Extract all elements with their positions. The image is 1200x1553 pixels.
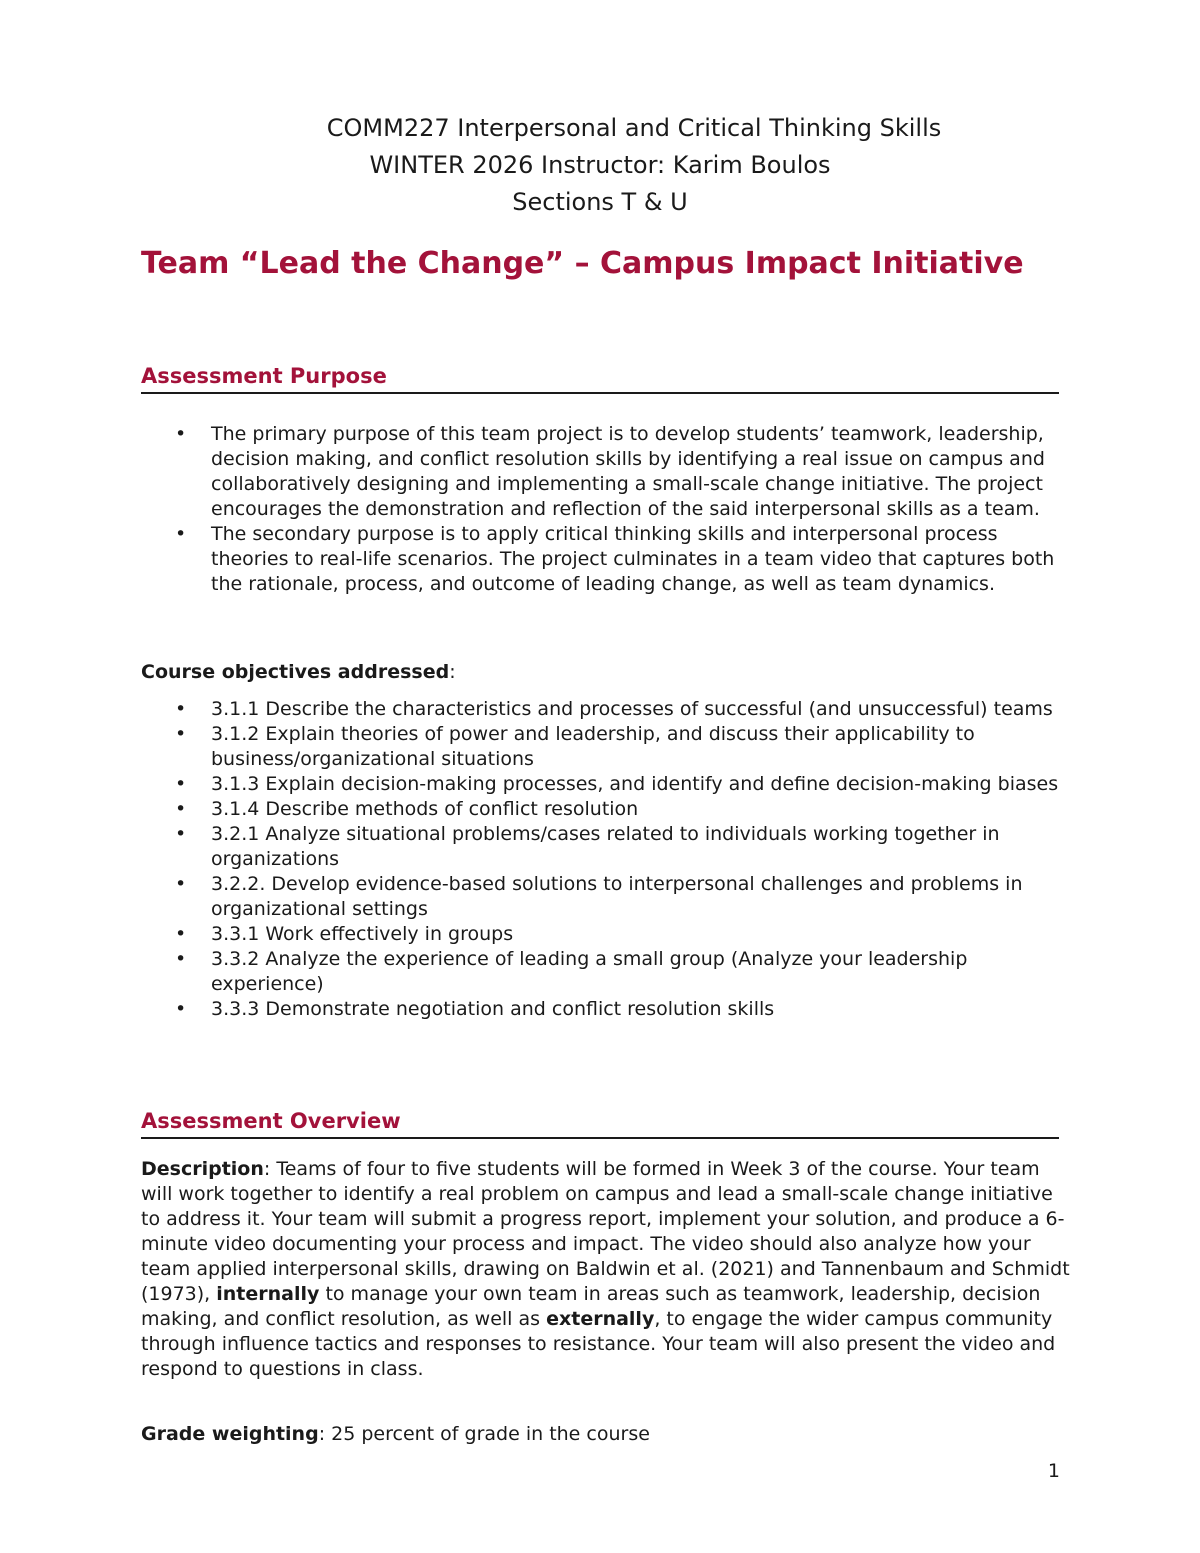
assessment-overview-heading: Assessment Overview (141, 1107, 1059, 1139)
description-label: Description (141, 1158, 264, 1180)
objectives-list (141, 697, 1071, 1022)
purpose-list (141, 422, 1071, 597)
objectives-label (141, 660, 1076, 685)
description-text-1: : Teams of four to five students will be formed in Week 3 of the course. Your team will work together to identify a real problem on campus and lead a small-scale change initiative to address it. Your team will submit a progress report, implement your solution, and produce a 6-minute video documenting your process and impact. The video should also analyze how your team applied interpersonal skills, drawing on Baldwin et al. (2021) and Tannenbaum and Schmidt (1973), (141, 1158, 1070, 1305)
objectives-label-colon: : (449, 661, 456, 683)
assignment-title: Team “Lead the Change” – Campus Impact Initiative (141, 246, 1024, 281)
term-instructor: WINTER 2026 Instructor: Karim Boulos (369, 151, 831, 179)
course-title: COMM227 Interpersonal and Critical Thinking Skills (326, 114, 942, 142)
list-item: • 3.1.2 Explain theories of power and leadership, and discuss their applicability to business/organizational situations (141, 722, 1071, 772)
page-number: 1 (1047, 1460, 1060, 1482)
list-item: • 3.2.1 Analyze situational problems/cases related to individuals working together in organizations (141, 822, 1071, 872)
list-item: • The secondary purpose is to apply critical thinking skills and interpersonal process theories to real-life scenarios. The project culminates in a team video that captures both the rationale, process, and outcome of leading change, as well as team dynamics. (141, 522, 1071, 597)
list-item: • 3.1.4 Describe methods of conflict resolution (141, 797, 1071, 822)
internally-emphasis: internally (216, 1283, 320, 1305)
assessment-purpose-heading: Assessment Purpose (141, 362, 1059, 394)
sections: Sections T & U (512, 188, 688, 216)
list-item: • The primary purpose of this team project is to develop students’ teamwork, leadership, decision making, and conflict resolution skills by identifying a real issue on campus and collaboratively designing and implementing a small-scale change initiative. The project encourages the demonstration and reflection of the said interpersonal skills as a team. (141, 422, 1071, 522)
list-item: • 3.1.3 Explain decision-making processes, and identify and define decision-making biases (141, 772, 1071, 797)
objectives-label-text: Course objectives addressed (141, 661, 450, 683)
description-paragraph (141, 1157, 1076, 1382)
list-item: • 3.3.3 Demonstrate negotiation and conflict resolution skills (141, 997, 1071, 1022)
grade-weighting (141, 1422, 1076, 1447)
description-text-3: , to engage the wider campus community through influence tactics and responses to resistance. Your team will also present the video and respond to questions in class. (141, 1308, 1056, 1380)
course-header (0, 110, 1200, 221)
list-item: • 3.3.1 Work effectively in groups (141, 922, 1071, 947)
externally-emphasis: externally (546, 1308, 655, 1330)
grade-weighting-label: Grade weighting (141, 1423, 319, 1445)
grade-weighting-text: : 25 percent of grade in the course (318, 1423, 650, 1445)
list-item: • 3.3.2 Analyze the experience of leading a small group (Analyze your leadership experience) (141, 947, 1071, 997)
list-item: • 3.1.1 Describe the characteristics and processes of successful (and unsuccessful) teams (141, 697, 1071, 722)
description-text-2: to manage your own team in areas such as teamwork, leadership, decision making, and conflict resolution, as well as (141, 1283, 1041, 1330)
list-item: • 3.2.2. Develop evidence-based solutions to interpersonal challenges and problems in organizational settings (141, 872, 1071, 922)
